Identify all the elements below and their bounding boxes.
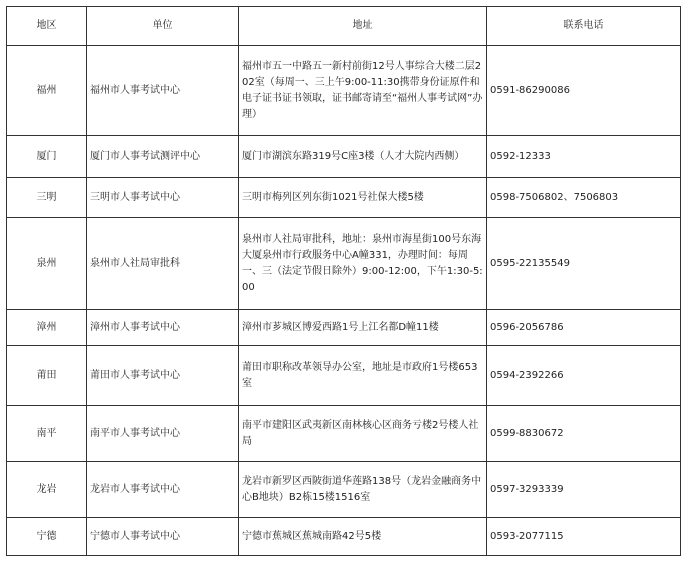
table-row — [7, 136, 681, 178]
phone-cell: 0593-2077115 — [487, 518, 681, 556]
phone-cell: 0594-2392266 — [487, 346, 681, 406]
unit-cell: 宁德市人事考试中心 — [87, 518, 239, 556]
address-cell: 宁德市蕉城区蕉城南路42号5楼 — [239, 518, 487, 556]
region-cell: 南平 — [7, 406, 87, 462]
table-row — [7, 310, 681, 346]
header-row — [7, 7, 681, 46]
phone-cell: 0598-7506802、7506803 — [487, 178, 681, 218]
phone-cell: 0599-8830672 — [487, 406, 681, 462]
unit-cell: 泉州市人社局审批科 — [87, 218, 239, 310]
table-row — [7, 218, 681, 310]
table-row — [7, 406, 681, 462]
phone-cell: 0595-22135549 — [487, 218, 681, 310]
address-cell: 三明市梅列区列东街1021号社保大楼5楼 — [239, 178, 487, 218]
unit-cell: 南平市人事考试中心 — [87, 406, 239, 462]
header-phone: 联系电话 — [487, 7, 681, 46]
phone-cell: 0596-2056786 — [487, 310, 681, 346]
contact-table-wrapper — [6, 6, 681, 556]
unit-cell: 厦门市人事考试测评中心 — [87, 136, 239, 178]
unit-cell: 福州市人事考试中心 — [87, 46, 239, 136]
address-cell: 莆田市职称改革领导办公室，地址是市政府1号楼653室 — [239, 346, 487, 406]
contact-table — [6, 6, 681, 556]
phone-cell: 0591-86290086 — [487, 46, 681, 136]
address-cell: 福州市五一中路五一新村前街12号人事综合大楼二层202室（每周一、三上午9:00-11:30携带身份证原件和电子证书证书领取，证书邮寄请至“福州人事考试网”办理） — [239, 46, 487, 136]
header-address: 地址 — [239, 7, 487, 46]
phone-cell: 0592-12333 — [487, 136, 681, 178]
region-cell: 三明 — [7, 178, 87, 218]
address-cell: 龙岩市新罗区西陂街道华莲路138号（龙岩金融商务中心B地块）B2栋15楼1516室 — [239, 462, 487, 518]
unit-cell: 龙岩市人事考试中心 — [87, 462, 239, 518]
region-cell: 龙岩 — [7, 462, 87, 518]
address-cell: 漳州市芗城区博爱西路1号上江名都D幢11楼 — [239, 310, 487, 346]
header-region: 地区 — [7, 7, 87, 46]
region-cell: 泉州 — [7, 218, 87, 310]
phone-cell: 0597-3293339 — [487, 462, 681, 518]
unit-cell: 漳州市人事考试中心 — [87, 310, 239, 346]
table-row — [7, 518, 681, 556]
unit-cell: 莆田市人事考试中心 — [87, 346, 239, 406]
region-cell: 厦门 — [7, 136, 87, 178]
header-unit: 单位 — [87, 7, 239, 46]
address-cell: 厦门市湖滨东路319号C座3楼（人才大院内西侧） — [239, 136, 487, 178]
region-cell: 福州 — [7, 46, 87, 136]
address-cell: 南平市建阳区武夷新区南林核心区商务亏楼2号楼人社局 — [239, 406, 487, 462]
table-row — [7, 462, 681, 518]
table-row — [7, 178, 681, 218]
table-row — [7, 346, 681, 406]
region-cell: 莆田 — [7, 346, 87, 406]
address-cell: 泉州市人社局审批科，地址：泉州市海星街100号东海大厦泉州市行政服务中心A幢331，办理时间：每周一、三（法定节假日除外）9:00-12:00，下午1:30-5:00 — [239, 218, 487, 310]
table-row — [7, 46, 681, 136]
region-cell: 宁德 — [7, 518, 87, 556]
region-cell: 漳州 — [7, 310, 87, 346]
unit-cell: 三明市人事考试中心 — [87, 178, 239, 218]
